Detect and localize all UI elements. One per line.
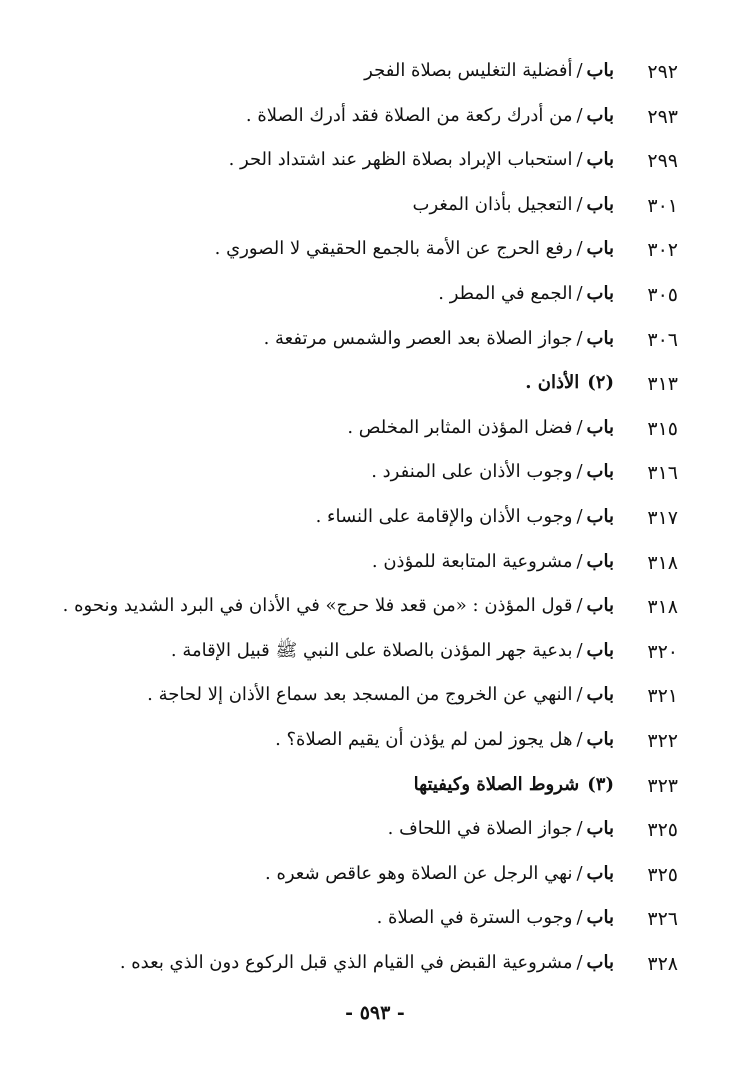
- page-ref: ٢٩٣: [647, 105, 678, 128]
- toc-section-heading: [0, 764, 750, 809]
- page-ref: ٣٠٦: [647, 328, 678, 351]
- toc-entry: [0, 496, 750, 541]
- entry-text: [414, 772, 614, 798]
- entry-keyword: باب: [586, 907, 614, 929]
- entry-separator: /: [576, 60, 583, 81]
- page-ref: ٣٢٦: [647, 908, 678, 931]
- page-ref: ٣١٨: [647, 596, 678, 619]
- table-of-contents: [0, 50, 750, 986]
- section-title: الأذان .: [525, 372, 580, 394]
- entry-separator: /: [576, 818, 583, 840]
- entry-separator: /: [576, 104, 583, 126]
- page-ref: ٣١٦: [647, 462, 678, 485]
- page-ref: ٣١٨: [647, 551, 678, 574]
- entry-text: [438, 281, 614, 307]
- entry-keyword: باب: [586, 728, 614, 750]
- entry-text: [371, 459, 614, 485]
- entry-keyword: باب: [586, 193, 614, 215]
- entry-keyword: باب: [586, 862, 614, 884]
- entry-title: رفع الحرج عن الأمة بالجمع الحقيقي لا الصوري .: [214, 238, 573, 260]
- entry-keyword: باب: [586, 505, 614, 527]
- page-ref: ٢٩٩: [647, 150, 678, 173]
- entry-title: النهي عن الخروج من المسجد بعد سماع الأذان إلا لحاجة .: [147, 684, 573, 706]
- page-number: - ٥٩٣ -: [345, 1002, 405, 1024]
- entry-keyword: باب: [586, 327, 614, 349]
- entry-title: وجوب الأذان على المنفرد .: [371, 461, 573, 483]
- entry-title: قول المؤذن : «من قعد فلا حرج» في الأذان في البرد الشديد ونحوه .: [62, 595, 573, 617]
- entry-separator: /: [576, 193, 583, 215]
- entry-title: من أدرك ركعة من الصلاة فقد أدرك الصلاة .: [245, 104, 573, 126]
- entry-title: استحباب الإبراد بصلاة الظهر عند اشتداد الحر .: [228, 149, 573, 171]
- page-ref: ٢٩٢: [647, 61, 678, 83]
- entry-separator: /: [576, 327, 583, 349]
- entry-separator: /: [576, 461, 583, 483]
- entry-text: [171, 638, 614, 664]
- page-ref: ٣١٧: [647, 506, 678, 529]
- entry-keyword: باب: [586, 461, 614, 483]
- entry-separator: /: [576, 149, 583, 171]
- page-ref: ٣٢٥: [647, 819, 678, 842]
- entry-title: هل يجوز لمن لم يؤذن أن يقيم الصلاة؟ .: [275, 728, 573, 750]
- entry-separator: /: [576, 416, 583, 438]
- entry-keyword: باب: [586, 282, 614, 304]
- toc-entry: [0, 897, 750, 942]
- toc-entry: [0, 808, 750, 853]
- entry-text: [120, 950, 614, 976]
- entry-text: [525, 370, 614, 396]
- entry-separator: /: [576, 505, 583, 527]
- entry-text: [229, 147, 614, 173]
- entry-title: وجوب السترة في الصلاة .: [376, 907, 573, 929]
- entry-text: [275, 727, 614, 753]
- entry-text: [413, 192, 614, 218]
- entry-title: الجمع في المطر .: [438, 282, 573, 304]
- entry-separator: /: [576, 550, 583, 572]
- toc-entry: [0, 541, 750, 586]
- entry-separator: /: [576, 684, 583, 706]
- entry-text: [147, 682, 614, 708]
- entry-title: جواز الصلاة بعد العصر والشمس مرتفعة .: [263, 327, 573, 349]
- toc-entry: [0, 95, 750, 140]
- toc-entry: [0, 674, 750, 719]
- entry-keyword: باب: [586, 818, 614, 840]
- page-ref: ٣٢٥: [647, 863, 678, 886]
- section-title: شروط الصلاة وكيفيتها: [413, 773, 580, 795]
- entry-title: أفضلية التغليس بصلاة الفجر: [364, 60, 573, 81]
- page-ref: ٣٢٨: [647, 952, 678, 975]
- entry-keyword: باب: [586, 595, 614, 617]
- entry-separator: /: [576, 282, 583, 304]
- page-ref: ٣٢٠: [647, 640, 678, 663]
- entry-title: فضل المؤذن المثابر المخلص .: [347, 416, 573, 438]
- page-ref: ٣٢١: [647, 685, 678, 708]
- toc-entry: [0, 451, 750, 496]
- toc-entry: [0, 139, 750, 184]
- entry-text: [347, 415, 614, 441]
- page-ref: ٣١٥: [647, 417, 678, 440]
- page-ref: ٣١٣: [647, 373, 678, 396]
- entry-keyword: باب: [586, 416, 614, 438]
- entry-text: [63, 593, 614, 619]
- toc-entry: [0, 273, 750, 318]
- toc-entry: [0, 853, 750, 898]
- entry-separator: /: [576, 595, 583, 617]
- entry-title: نهي الرجل عن الصلاة وهو عاقص شعره .: [265, 862, 573, 884]
- toc-entry: [0, 318, 750, 363]
- entry-text: [264, 326, 614, 352]
- entry-separator: /: [576, 862, 583, 884]
- page-ref: ٣٠٥: [647, 283, 678, 306]
- entry-separator: /: [576, 907, 583, 929]
- entry-text: [316, 504, 614, 530]
- entry-separator: /: [576, 951, 583, 973]
- entry-keyword: باب: [586, 238, 614, 260]
- section-number: (٣): [587, 773, 614, 795]
- entry-keyword: باب: [586, 684, 614, 706]
- entry-text: [388, 816, 614, 842]
- entry-title: مشروعية القبض في القيام الذي قبل الركوع دون الذي بعده .: [119, 951, 573, 973]
- entry-title: وجوب الأذان والإقامة على النساء .: [315, 505, 573, 527]
- page-ref: ٣٠٢: [647, 239, 678, 262]
- toc-entry: [0, 407, 750, 452]
- toc-entry: [0, 942, 750, 987]
- entry-text: [215, 236, 614, 262]
- entry-keyword: باب: [586, 60, 614, 81]
- toc-section-heading: [0, 362, 750, 407]
- entry-title: التعجيل بأذان المغرب: [412, 193, 573, 215]
- page-ref: ٣٠١: [647, 194, 678, 217]
- toc-entry: [0, 50, 750, 95]
- entry-text: [246, 103, 614, 129]
- entry-keyword: باب: [586, 951, 614, 973]
- entry-title: جواز الصلاة في اللحاف .: [387, 818, 573, 840]
- entry-separator: /: [576, 238, 583, 260]
- entry-text: [265, 861, 614, 887]
- page-ref: ٣٢٣: [647, 774, 678, 797]
- entry-text: [364, 58, 614, 84]
- toc-entry: [0, 719, 750, 764]
- toc-entry: [0, 585, 750, 630]
- entry-title: مشروعية المتابعة للمؤذن .: [371, 550, 573, 572]
- section-number: (٢): [587, 372, 614, 394]
- entry-text: [372, 549, 614, 575]
- entry-keyword: باب: [586, 104, 614, 126]
- entry-text: [377, 905, 614, 931]
- toc-entry: [0, 630, 750, 675]
- entry-separator: /: [576, 639, 583, 661]
- entry-keyword: باب: [586, 149, 614, 171]
- page-ref: ٣٢٢: [647, 729, 678, 752]
- entry-keyword: باب: [586, 550, 614, 572]
- entry-keyword: باب: [586, 639, 614, 661]
- toc-entry: [0, 228, 750, 273]
- entry-title: بدعية جهر المؤذن بالصلاة على النبي ﷺ قبيل الإقامة .: [170, 639, 573, 661]
- toc-entry: [0, 184, 750, 229]
- entry-separator: /: [576, 728, 583, 750]
